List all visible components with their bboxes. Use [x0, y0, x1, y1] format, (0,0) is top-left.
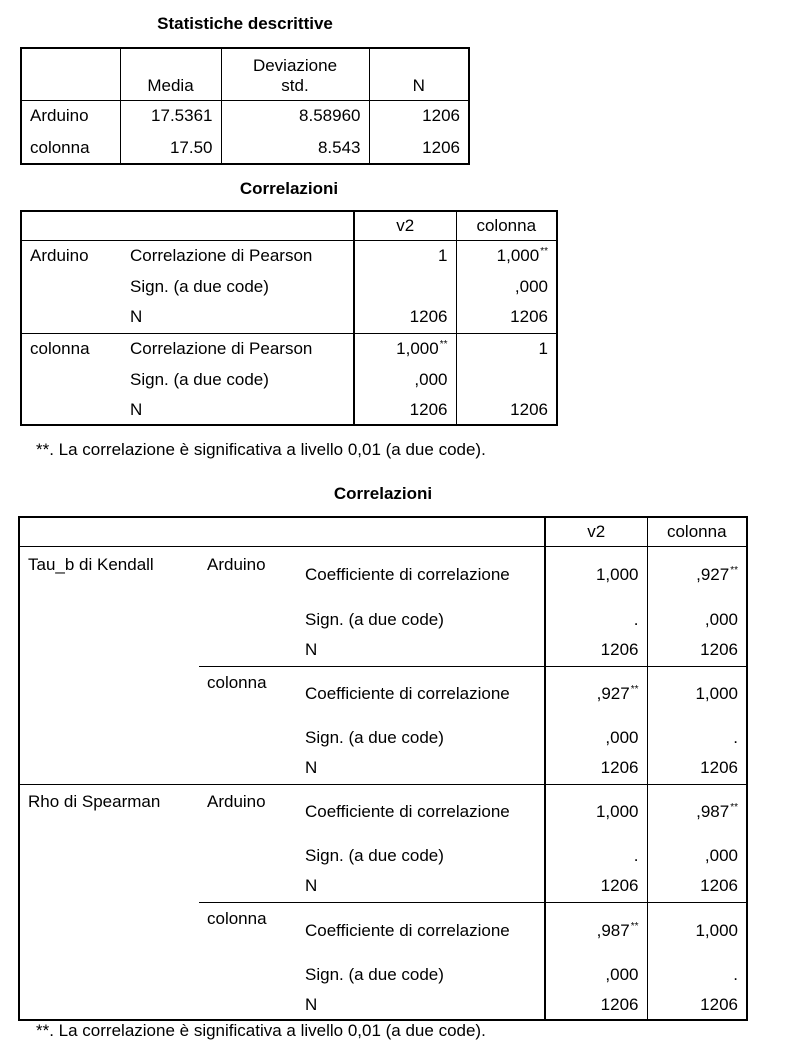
table-row [19, 784, 747, 840]
corr2-stat-label: N [297, 871, 545, 902]
corr2-cell: 1,000 [545, 546, 647, 604]
corr1-cell: 1 [354, 240, 456, 272]
corr1-stat-label: N [122, 302, 354, 333]
corr2-cell: 1206 [545, 635, 647, 666]
corr2-stat-label: Sign. (a due code) [305, 609, 444, 629]
corr2-table [18, 516, 748, 1021]
desc-cell: 8.58960 [221, 100, 369, 132]
table-row [19, 959, 747, 990]
corr1-cell: 1206 [354, 395, 456, 425]
table-row [21, 240, 557, 272]
corr1-header-v2: v2 [354, 211, 456, 240]
desc-header-row [21, 48, 469, 100]
corr1-cell [456, 240, 557, 272]
corr2-cell: . [545, 840, 647, 871]
table-row [19, 635, 747, 666]
corr2-var-label: colonna [207, 908, 267, 928]
corr2-header-corner [19, 517, 545, 546]
corr2-var-label: Arduino [207, 554, 266, 574]
corr2-stat-label: Sign. (a due code) [305, 845, 444, 865]
corr2-cell: 1206 [647, 635, 747, 666]
significance-marker: ** [630, 920, 639, 932]
desc-cell: 1206 [369, 132, 469, 164]
corr2-cell [647, 546, 747, 604]
desc-header-corner [21, 48, 120, 100]
corr2-stat-label: Sign. (a due code) [305, 727, 444, 747]
desc-header-std [221, 48, 369, 100]
corr1-stat-label: Sign. (a due code) [130, 277, 269, 296]
corr2-stat-label: Coefficiente di correlazione [305, 802, 510, 822]
table-row [21, 100, 469, 132]
corr1-header-colonna: colonna [456, 211, 557, 240]
corr2-cell: . [647, 959, 747, 990]
table-row [21, 395, 557, 425]
significance-marker: ** [730, 802, 738, 814]
desc-header-std-line1: Deviazione [252, 55, 338, 75]
corr1-header-corner [21, 211, 354, 240]
corr2-var-label: Arduino [207, 791, 266, 811]
desc-header-std-line2: std. [281, 75, 309, 95]
table-row [21, 364, 557, 395]
corr2-header-row [19, 517, 747, 546]
table-row [19, 666, 747, 722]
corr1-stat-label: Correlazione di Pearson [130, 338, 313, 358]
desc-row-label: colonna [30, 137, 90, 157]
corr2-method-label: Tau_b di Kendall [28, 554, 154, 574]
corr2-cell [545, 666, 647, 722]
corr1-var-label: colonna [30, 338, 90, 358]
desc-row-label: Arduino [30, 106, 89, 126]
corr2-cell: 1,000 [647, 902, 747, 959]
corr2-value: ,927 [596, 684, 630, 704]
table-row [19, 546, 747, 604]
corr1-stat-label: Sign. (a due code) [130, 369, 269, 389]
corr2-value: ,987 [596, 920, 630, 940]
corr2-cell: 1206 [545, 753, 647, 784]
corr2-value: ,927 [696, 565, 730, 585]
significance-marker: ** [630, 684, 639, 696]
corr2-cell [647, 784, 747, 840]
corr2-cell: ,000 [647, 840, 747, 871]
corr1-cell [354, 272, 456, 302]
corr1-stat-label: Correlazione di Pearson [130, 246, 313, 266]
corr2-cell: . [545, 604, 647, 635]
corr1-header-row [21, 211, 557, 240]
desc-header-n: N [369, 48, 469, 100]
corr1-cell: 1206 [456, 302, 557, 333]
table-row [21, 272, 557, 302]
corr1-footnote: **. La correlazione è significativa a livello 0,01 (a due code). [36, 440, 486, 459]
corr2-cell: ,000 [545, 959, 647, 990]
significance-marker: ** [439, 338, 448, 350]
corr2-cell [545, 902, 647, 959]
corr2-cell: 1206 [545, 871, 647, 902]
table-row [19, 902, 747, 959]
table-row [19, 840, 747, 871]
corr2-title: Correlazioni [333, 484, 433, 503]
corr2-method-label: Rho di Spearman [28, 791, 161, 811]
corr2-var-label: colonna [207, 672, 267, 692]
corr1-var-label: Arduino [30, 246, 89, 266]
desc-cell: 17.50 [120, 132, 221, 164]
desc-cell: 1206 [369, 100, 469, 132]
table-row [19, 604, 747, 635]
corr2-stat-label: Coefficiente di correlazione [305, 565, 510, 585]
corr1-title: Correlazioni [239, 179, 339, 198]
corr1-cell [354, 333, 456, 364]
corr2-header-v2: v2 [545, 517, 647, 546]
corr2-stat-label: N [305, 994, 318, 1014]
corr2-cell: 1,000 [647, 666, 747, 722]
corr2-stat-label: N [297, 753, 545, 784]
table-row [19, 753, 747, 784]
table-row [19, 990, 747, 1020]
corr1-cell: ,000 [354, 364, 456, 395]
corr2-cell: 1206 [647, 753, 747, 784]
significance-marker: ** [540, 246, 548, 258]
table-row [21, 302, 557, 333]
corr2-footnote: **. La correlazione è significativa a livello 0,01 (a due code). [36, 1021, 486, 1040]
corr1-table [20, 210, 558, 426]
significance-marker: ** [730, 565, 738, 577]
corr2-cell: ,000 [647, 604, 747, 635]
corr1-stat-label: N [130, 399, 143, 419]
corr2-header-colonna: colonna [647, 517, 747, 546]
corr1-value: 1,000 [496, 246, 540, 266]
corr1-cell: 1 [456, 333, 557, 364]
corr2-stat-label: Coefficiente di correlazione [305, 684, 510, 704]
desc-cell: 17.5361 [120, 100, 221, 132]
corr2-cell: . [647, 722, 747, 753]
corr1-value: 1,000 [396, 338, 439, 358]
corr2-cell: 1206 [647, 871, 747, 902]
desc-cell: 8.543 [221, 132, 369, 164]
corr1-cell: ,000 [456, 272, 557, 302]
table-row [19, 722, 747, 753]
corr1-cell: 1206 [456, 395, 557, 425]
corr2-stat-label: N [297, 635, 545, 666]
desc-title: Statistiche descrittive [157, 14, 333, 33]
corr2-cell: ,000 [545, 722, 647, 753]
desc-table [20, 47, 470, 165]
desc-header-media: Media [120, 48, 221, 100]
table-row [21, 132, 469, 164]
table-row [19, 871, 747, 902]
corr2-stat-label: Sign. (a due code) [305, 964, 444, 984]
corr2-stat-label: Coefficiente di correlazione [305, 920, 510, 940]
corr2-cell: 1206 [647, 990, 747, 1020]
corr2-cell: 1,000 [545, 784, 647, 840]
table-row [21, 333, 557, 364]
corr1-cell [456, 364, 557, 395]
corr2-cell: 1206 [545, 990, 647, 1020]
corr2-value: ,987 [696, 802, 730, 822]
corr1-cell: 1206 [354, 302, 456, 333]
